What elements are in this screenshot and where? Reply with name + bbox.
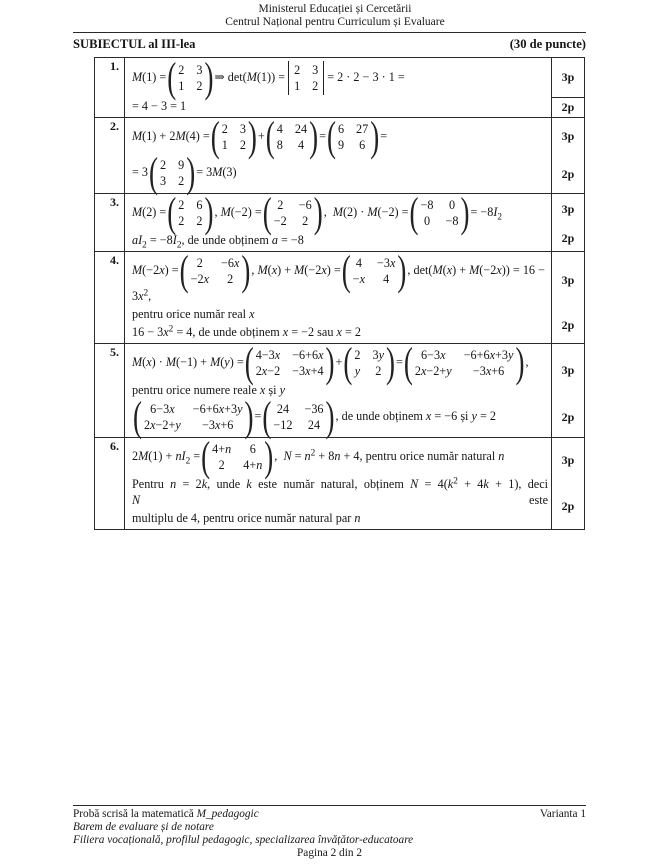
matrix-cell: −3x xyxy=(377,256,396,270)
math-segment: ⇒ xyxy=(214,69,228,84)
text-segment: , de unde obținem xyxy=(192,325,283,339)
matrix-cell: 6 xyxy=(249,442,256,456)
content-line xyxy=(132,155,548,191)
matrix-cells xyxy=(158,157,186,189)
matrix-cell: 4+n xyxy=(212,442,232,456)
content-line xyxy=(132,381,548,399)
matrix-cell: 0 xyxy=(448,198,456,212)
matrix-cell: 2 xyxy=(221,122,228,136)
content-line xyxy=(132,439,548,475)
score-value: 2p xyxy=(561,230,575,245)
math-segment: = 3M(3) xyxy=(196,164,237,179)
matrix xyxy=(149,157,195,189)
footer-line-1 xyxy=(73,808,586,821)
text-segment: pentru orice număr real xyxy=(132,307,250,321)
matrix-cell: 4+n xyxy=(243,457,263,472)
score-value: 3p xyxy=(561,453,575,468)
math-segment: = 4 − 3 = 1 xyxy=(132,99,187,113)
script-sup: 2 xyxy=(143,288,149,299)
text-segment: , unde xyxy=(207,477,247,491)
math-segment: = xyxy=(254,408,262,423)
paren-close-icon xyxy=(248,116,257,158)
math-segment: (M(x) + M(−2x)) = 16 − 3x xyxy=(132,262,545,303)
matrix-cells xyxy=(271,401,325,433)
matrix-cell: 2x−2+y xyxy=(144,417,181,432)
math-segment: = −8I xyxy=(470,204,498,219)
matrix-cell: −6+6x+3y xyxy=(192,402,243,416)
math-segment: , M(2) · M(−2) = xyxy=(323,204,409,219)
matrix-cells xyxy=(413,347,516,379)
matrix xyxy=(211,121,257,153)
row-number: 4. xyxy=(95,252,125,343)
paren-open-icon xyxy=(201,436,210,478)
content-line xyxy=(132,253,548,305)
paren-close-icon xyxy=(326,396,335,438)
math-segment: + 4k + 1) xyxy=(457,477,519,491)
matrix-cell: 1 xyxy=(221,137,228,152)
matrix-cell: 4−3x xyxy=(255,348,281,362)
matrix-cell: −36 xyxy=(304,402,324,416)
paren-open-icon xyxy=(245,342,254,384)
paren-open-icon xyxy=(167,57,176,99)
math-segment: M(−2x) = xyxy=(132,262,179,277)
matrix-cell: 2x−2+y xyxy=(414,363,452,378)
paren-open-icon xyxy=(133,396,142,438)
content-line xyxy=(132,509,548,527)
text-segment: și xyxy=(457,408,472,423)
matrix-cell: 2 xyxy=(239,137,246,152)
matrix-cells xyxy=(176,62,204,94)
content-line xyxy=(132,97,548,115)
math-segment: n xyxy=(354,511,361,525)
barem-table xyxy=(94,57,585,530)
matrix-cells xyxy=(352,347,386,379)
score-cell xyxy=(551,58,584,117)
paren-close-icon xyxy=(314,192,323,234)
paren-close-icon xyxy=(386,342,395,384)
page-number: Pagina 2 din 2 xyxy=(297,847,362,859)
score-value: 3p xyxy=(561,272,575,287)
score-value: 3p xyxy=(561,129,575,144)
matrix-cell: −6 xyxy=(298,198,312,212)
math-segment: + 8n + 4 xyxy=(315,448,360,463)
math-segment: = 3 xyxy=(132,164,149,179)
page-header xyxy=(0,0,670,52)
matrix-cell: 3 xyxy=(196,63,203,77)
matrix-cell: −8 xyxy=(445,213,459,228)
paren-open-icon xyxy=(167,192,176,234)
matrix-cell: 2 xyxy=(227,271,234,286)
score-value: 2p xyxy=(561,318,575,332)
matrix-cell: 24 xyxy=(307,417,321,432)
matrix-cell: −3x+4 xyxy=(292,363,324,378)
matrix-cell: 24 xyxy=(294,122,308,136)
math-segment: 2M(1) + nI xyxy=(132,448,186,463)
matrix xyxy=(180,255,251,287)
matrix-cell: 2 xyxy=(196,256,203,270)
text-segment: , de unde obținem xyxy=(181,233,272,247)
matrix-cell: 3y xyxy=(372,348,385,362)
score-cell xyxy=(551,344,584,437)
matrix xyxy=(263,197,323,229)
paren-close-icon xyxy=(204,57,213,99)
matrix xyxy=(262,401,334,433)
matrix-cell: 2 xyxy=(375,363,382,378)
row-content xyxy=(125,252,551,343)
text-segment: , deci xyxy=(518,477,548,491)
math-segment: x = −6 xyxy=(425,408,458,423)
subject-title: SUBIECTUL al III-lea xyxy=(73,37,196,51)
matrix xyxy=(167,62,213,94)
math-segment: a = −8 xyxy=(271,233,304,247)
matrix-cell: 2 xyxy=(196,78,203,93)
math-segment: x = −2 xyxy=(282,325,315,339)
matrix-cell: 2 xyxy=(277,198,284,212)
text-segment: este xyxy=(140,493,548,507)
content-line xyxy=(132,345,548,381)
math-segment: , M(x) + M(−2x) = xyxy=(251,262,341,277)
content-line xyxy=(132,399,548,435)
math-segment: (M(1)) = xyxy=(242,69,286,84)
text-segment: , xyxy=(525,354,529,369)
score-value: 2p xyxy=(561,409,575,424)
math-segment: = xyxy=(190,448,201,463)
matrix-cells xyxy=(210,441,264,473)
script-sup: 2 xyxy=(168,324,174,335)
matrix-cells xyxy=(288,61,324,95)
matrix xyxy=(327,121,379,153)
table-row xyxy=(95,118,584,194)
matrix-cell: −6+6x+3y xyxy=(463,348,514,362)
score-value: 2p xyxy=(561,100,575,115)
text-segment: , de unde obținem xyxy=(335,408,426,423)
matrix-cell: 2 xyxy=(294,63,301,77)
text-segment: , pentru orice număr natural xyxy=(359,448,499,463)
matrix-cell: −6x xyxy=(220,256,240,270)
matrix-cell: −3x+6 xyxy=(201,417,234,432)
matrix-cell: 8 xyxy=(276,137,283,152)
math-segment: + xyxy=(257,128,265,143)
text-segment: , det xyxy=(407,262,429,277)
text-segment: este număr natural, obținem xyxy=(251,477,411,491)
math-segment: = −8I xyxy=(146,233,177,247)
math-segment: y xyxy=(279,383,285,397)
math-segment: N xyxy=(132,493,141,507)
paren-open-icon xyxy=(180,250,189,292)
table-row xyxy=(95,58,584,118)
script-sub: 2 xyxy=(142,240,147,251)
paren-open-icon xyxy=(343,342,352,384)
matrix-cell: 2 xyxy=(178,63,185,77)
matrix xyxy=(201,441,273,473)
math-segment: N = 4(k xyxy=(410,477,454,491)
determinant xyxy=(286,61,326,95)
table-row xyxy=(95,194,584,252)
matrix-cells xyxy=(142,401,245,433)
content-line xyxy=(132,323,548,341)
paren-close-icon xyxy=(264,436,273,478)
matrix-cell: −12 xyxy=(273,417,293,432)
paren-open-icon xyxy=(149,152,158,194)
paren-open-icon xyxy=(327,116,336,158)
matrix-cell: −3x+6 xyxy=(472,363,505,378)
subject-row xyxy=(73,37,586,52)
row-number: 5. xyxy=(95,344,125,437)
paren-open-icon xyxy=(263,192,272,234)
footer-line-3: Filiera vocațională, profilul pedagogic, specializarea învățător-educatoare xyxy=(73,834,414,846)
matrix-cell: 6 xyxy=(196,198,203,212)
paren-close-icon xyxy=(204,192,213,234)
matrix-cell: −x xyxy=(352,271,366,286)
math-segment: = xyxy=(380,128,388,143)
script-sub: 2 xyxy=(497,212,503,223)
matrix-cells xyxy=(220,121,248,153)
matrix-cell: −2 xyxy=(273,213,287,228)
matrix-cell: 0 xyxy=(423,213,431,228)
math-segment: = xyxy=(319,128,326,143)
row-content xyxy=(125,118,551,193)
matrix-cells xyxy=(176,197,204,229)
paren-close-icon xyxy=(370,116,379,158)
matrix-cell: 9 xyxy=(337,137,345,152)
matrix-cell: 6 xyxy=(337,122,345,136)
matrix xyxy=(342,255,407,287)
matrix-cell: 1 xyxy=(294,78,301,93)
row-number: 1. xyxy=(95,58,125,117)
paren-open-icon xyxy=(262,396,271,438)
math-segment: , M(−2) = xyxy=(214,204,262,219)
math-segment: 16 − 3x xyxy=(132,325,169,339)
row-content xyxy=(125,194,551,251)
matrix xyxy=(266,121,318,153)
header-divider xyxy=(73,32,586,33)
content-line xyxy=(132,59,548,97)
math-segment: + xyxy=(335,354,343,369)
matrix-cell: 3 xyxy=(312,63,319,77)
math-segment: x xyxy=(249,307,255,321)
exam-name: Probă scrisă la matematică M_pedagogic xyxy=(73,808,259,820)
script-sup: 2 xyxy=(453,476,458,487)
ministry-line: Ministerul Educației și Cercetării xyxy=(258,3,412,15)
matrix xyxy=(404,347,525,379)
math-segment: M(x) · M(−1) + M(y) = xyxy=(132,354,244,369)
math-segment: M(1) + 2M(4) = xyxy=(132,128,210,143)
math-segment: x xyxy=(259,383,266,397)
matrix-cell: 4 xyxy=(383,271,390,286)
table-row xyxy=(95,438,584,529)
score-value: 3p xyxy=(561,363,575,378)
matrix-cell: 3 xyxy=(160,173,167,188)
score-value: 3p xyxy=(552,58,584,98)
paren-close-icon xyxy=(326,342,335,384)
matrix-cell: 2 xyxy=(196,213,203,228)
script-sup: 2 xyxy=(310,448,316,459)
matrix xyxy=(167,197,213,229)
row-content xyxy=(125,438,551,529)
page-footer xyxy=(73,805,586,860)
matrix-cells xyxy=(275,121,309,153)
paren-open-icon xyxy=(404,342,413,384)
matrix xyxy=(410,197,470,229)
math-segment: x = 2 xyxy=(336,325,361,339)
score-cell xyxy=(551,118,584,193)
text-segment: Pentru xyxy=(132,477,171,491)
footer-divider xyxy=(73,805,586,806)
matrix-cells xyxy=(272,197,314,229)
matrix-cell: 27 xyxy=(356,122,369,136)
text-segment: pentru orice numere reale xyxy=(132,383,260,397)
matrix-cell: 2 xyxy=(302,213,309,228)
matrix xyxy=(133,401,254,433)
text-segment: și xyxy=(265,383,280,397)
math-segment: = xyxy=(396,354,403,369)
paren-close-icon xyxy=(309,116,318,158)
math-segment: M(1) = xyxy=(132,69,167,84)
matrix-cell: −2x xyxy=(190,271,209,286)
paren-close-icon xyxy=(245,396,254,438)
math-segment: n xyxy=(498,448,505,463)
text-segment: multiplu de 4, pentru orice număr natural par xyxy=(132,511,355,525)
row-content xyxy=(125,58,551,117)
paren-close-icon xyxy=(515,342,524,384)
points-label: (30 de puncte) xyxy=(509,37,586,51)
paren-close-icon xyxy=(460,192,469,234)
matrix-cell: 2 xyxy=(178,198,185,212)
math-segment: aI xyxy=(132,233,143,247)
matrix-cells xyxy=(189,255,242,287)
matrix-cell: 4 xyxy=(297,137,305,152)
matrix-cell: 9 xyxy=(178,158,185,172)
table-row xyxy=(95,344,584,438)
row-number: 3. xyxy=(95,194,125,251)
matrix-cell: 6 xyxy=(359,137,366,152)
matrix-cell: 2 xyxy=(312,78,319,93)
math-segment: , N = n xyxy=(274,448,311,463)
content-line xyxy=(132,305,548,323)
content-line xyxy=(132,195,548,231)
matrix-cell: 6−3x xyxy=(150,402,175,416)
table-row xyxy=(95,252,584,344)
row-number: 6. xyxy=(95,438,125,529)
matrix-cells xyxy=(419,197,461,229)
matrix-cells xyxy=(336,121,370,153)
score-cell xyxy=(551,194,584,251)
matrix-cell: 4 xyxy=(355,256,362,270)
paren-open-icon xyxy=(410,192,419,234)
matrix xyxy=(245,347,335,379)
math-segment: = 4 xyxy=(173,325,193,339)
footer-line-2: Barem de evaluare și de notare xyxy=(73,821,214,833)
text-segment: , xyxy=(148,289,152,303)
matrix-cell: 2x−2 xyxy=(255,363,281,378)
math-segment: M(2) = xyxy=(132,204,167,219)
row-number: 2. xyxy=(95,118,125,193)
matrix-cell: 24 xyxy=(276,402,290,416)
matrix-cell: −8 xyxy=(420,198,434,212)
matrix-cell: 2 xyxy=(218,457,225,472)
paren-open-icon xyxy=(342,250,351,292)
text-segment: sau xyxy=(314,325,337,339)
matrix-cell: 2 xyxy=(354,348,361,362)
math-segment: n = 2k xyxy=(170,477,208,491)
exam-profile: M_pedagogic xyxy=(196,808,259,820)
matrix-cell: −6+6x xyxy=(292,348,324,362)
script-sub: 2 xyxy=(185,456,191,467)
matrix xyxy=(343,347,395,379)
matrix-cell: y xyxy=(354,363,361,378)
matrix-cells xyxy=(254,347,326,379)
math-segment: k xyxy=(246,477,252,491)
score-value: 2p xyxy=(561,166,575,181)
paren-open-icon xyxy=(266,116,275,158)
paren-open-icon xyxy=(211,116,220,158)
matrix-cells xyxy=(351,255,398,287)
math-segment: y = 2 xyxy=(471,408,496,423)
text-segment: det xyxy=(227,69,243,84)
matrix-cell: 2 xyxy=(160,158,167,172)
matrix-cell: 2 xyxy=(178,173,185,188)
row-content xyxy=(125,344,551,437)
score-value: 3p xyxy=(561,202,575,217)
matrix-cell: 3 xyxy=(239,122,246,136)
content-line xyxy=(132,475,548,509)
matrix-cell: 4 xyxy=(276,122,283,136)
score-cell xyxy=(551,252,584,343)
variant-label: Varianta 1 xyxy=(539,808,586,820)
script-sub: 2 xyxy=(176,240,182,251)
content-line xyxy=(132,231,548,249)
score-value: 2p xyxy=(561,498,575,513)
matrix-cell: 6−3x xyxy=(421,348,446,362)
math-segment: = 2 · 2 − 3 · 1 = xyxy=(327,69,405,84)
matrix-cell: 1 xyxy=(178,78,185,93)
paren-close-icon xyxy=(397,250,406,292)
center-line: Centrul Național pentru Curriculum și Evaluare xyxy=(225,16,445,28)
paren-close-icon xyxy=(186,152,195,194)
score-cell xyxy=(551,438,584,529)
paren-close-icon xyxy=(241,250,250,292)
matrix-cell: 2 xyxy=(178,213,185,228)
